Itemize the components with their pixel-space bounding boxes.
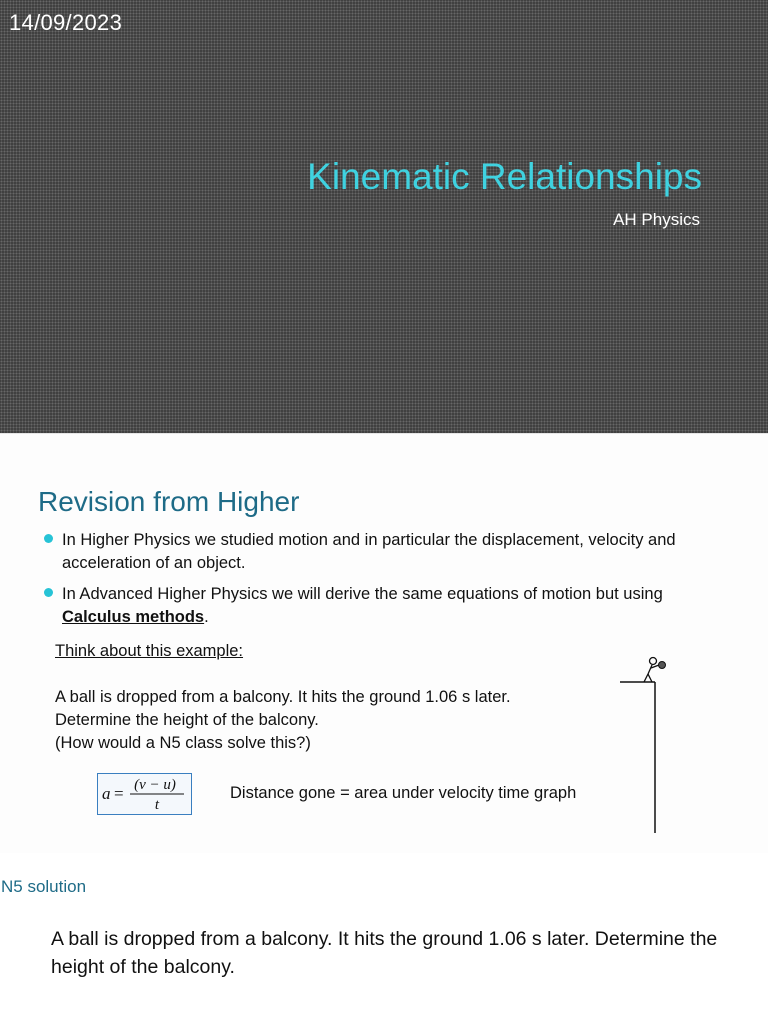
slide-date: 14/09/2023 xyxy=(9,10,123,35)
example-line: (How would a N5 class solve this?) xyxy=(55,734,311,752)
example-line: Determine the height of the balcony. xyxy=(55,711,319,729)
formula-a: a xyxy=(102,784,111,803)
title-slide xyxy=(0,0,768,433)
slide-title: Kinematic Relationships xyxy=(307,156,702,197)
bullet-text: In Advanced Higher Physics we will derive the same equations of motion but using xyxy=(62,585,663,603)
formula-numerator: (v − u) xyxy=(134,777,176,793)
stick-figure-icon xyxy=(644,658,659,683)
formula-equals: = xyxy=(114,784,124,803)
slide-subtitle: AH Physics xyxy=(613,210,700,229)
bullet-item xyxy=(44,529,734,575)
n5-solution-slide xyxy=(0,853,768,1024)
formula-denominator: t xyxy=(154,797,160,813)
bullet-dot-icon xyxy=(44,588,53,597)
problem-statement: A ball is dropped from a balcony. It hits the ground 1.06 s later. Determine the height of the balcony. xyxy=(51,928,718,978)
ball-icon xyxy=(659,662,666,669)
bullet-item xyxy=(44,583,734,629)
bullet-text-end: . xyxy=(204,608,209,626)
bullet-text: In Higher Physics we studied motion and in particular the displacement, velocity and acceleration of an object. xyxy=(62,531,676,572)
revision-slide xyxy=(0,433,768,854)
distance-note: Distance gone = area under velocity time graph xyxy=(230,784,577,802)
balcony-drawing-icon xyxy=(617,646,717,836)
bullet-dot-icon xyxy=(44,534,53,543)
n5-solution-label: N5 solution xyxy=(1,877,87,896)
think-heading: Think about this example: xyxy=(55,642,244,660)
calculus-methods-emphasis: Calculus methods xyxy=(62,608,205,626)
example-line: A ball is dropped from a balcony. It hits the ground 1.06 s later. xyxy=(55,688,511,706)
acceleration-formula xyxy=(97,773,192,815)
bullet-list xyxy=(44,529,734,637)
example-problem xyxy=(55,686,511,755)
revision-heading: Revision from Higher xyxy=(38,486,300,517)
